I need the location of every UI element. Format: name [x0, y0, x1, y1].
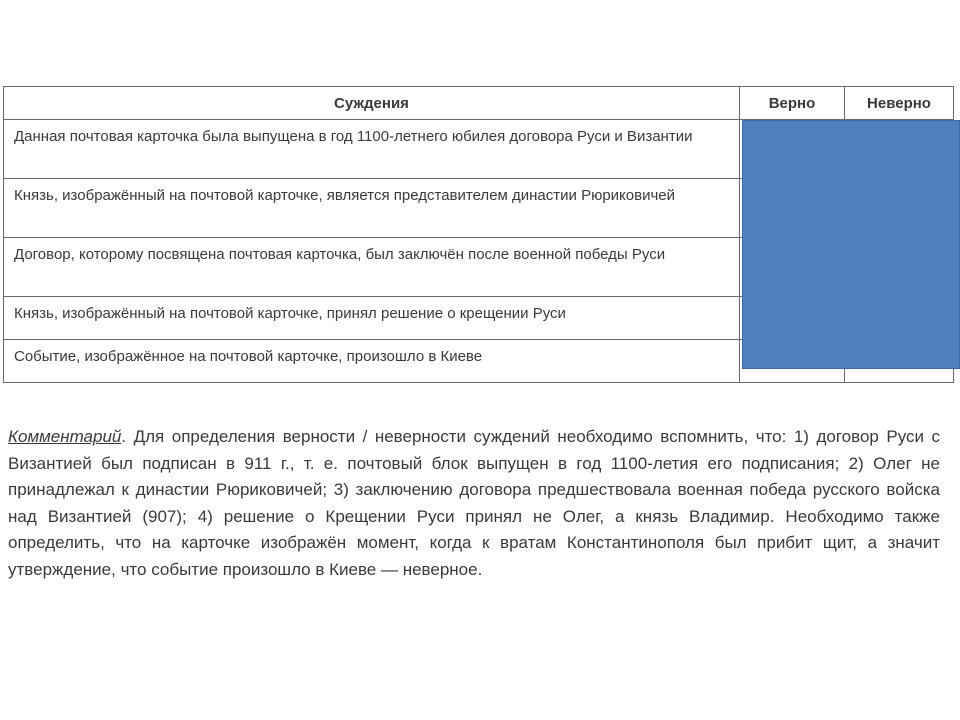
commentary-paragraph [8, 424, 940, 583]
judgment-text: Событие, изображённое на почтовой карточке, произошло в Киеве [4, 340, 740, 383]
header-true: Верно [740, 87, 845, 120]
judgment-text: Князь, изображённый на почтовой карточке, принял решение о крещении Руси [4, 297, 740, 340]
table-header-row [4, 87, 954, 120]
header-judgment: Суждения [4, 87, 740, 120]
commentary-text: . Для определения верности / неверности суждений необходимо вспомнить, что: 1) договор Руси с Византией был подписан в 911 г., т. е. почтовый блок выпущен в год 1100-летия его подписания; 2) Олег не принадлежал к династии Рюриковичей; 3) заключению договора предшествовала военная победа русского войска над Византией (907); 4) решение о Крещении Руси принял не Олег, а князь Владимир. Необходимо также определить, что на карточке изображён момент, когда к вратам Константинополя был прибит щит, а значит утверждение, что событие произошло в Киеве — неверное. [8, 427, 940, 579]
header-false: Неверно [845, 87, 954, 120]
judgment-text: Договор, которому посвящена почтовая карточка, был заключён после военной победы Руси [4, 238, 740, 297]
commentary-label: Комментарий [8, 427, 122, 446]
judgment-text: Князь, изображённый на почтовой карточке, является представителем династии Рюриковичей [4, 179, 740, 238]
answer-cover-block [742, 120, 960, 369]
judgment-text: Данная почтовая карточка была выпущена в год 1100-летнего юбилея договора Руси и Византии [4, 120, 740, 179]
